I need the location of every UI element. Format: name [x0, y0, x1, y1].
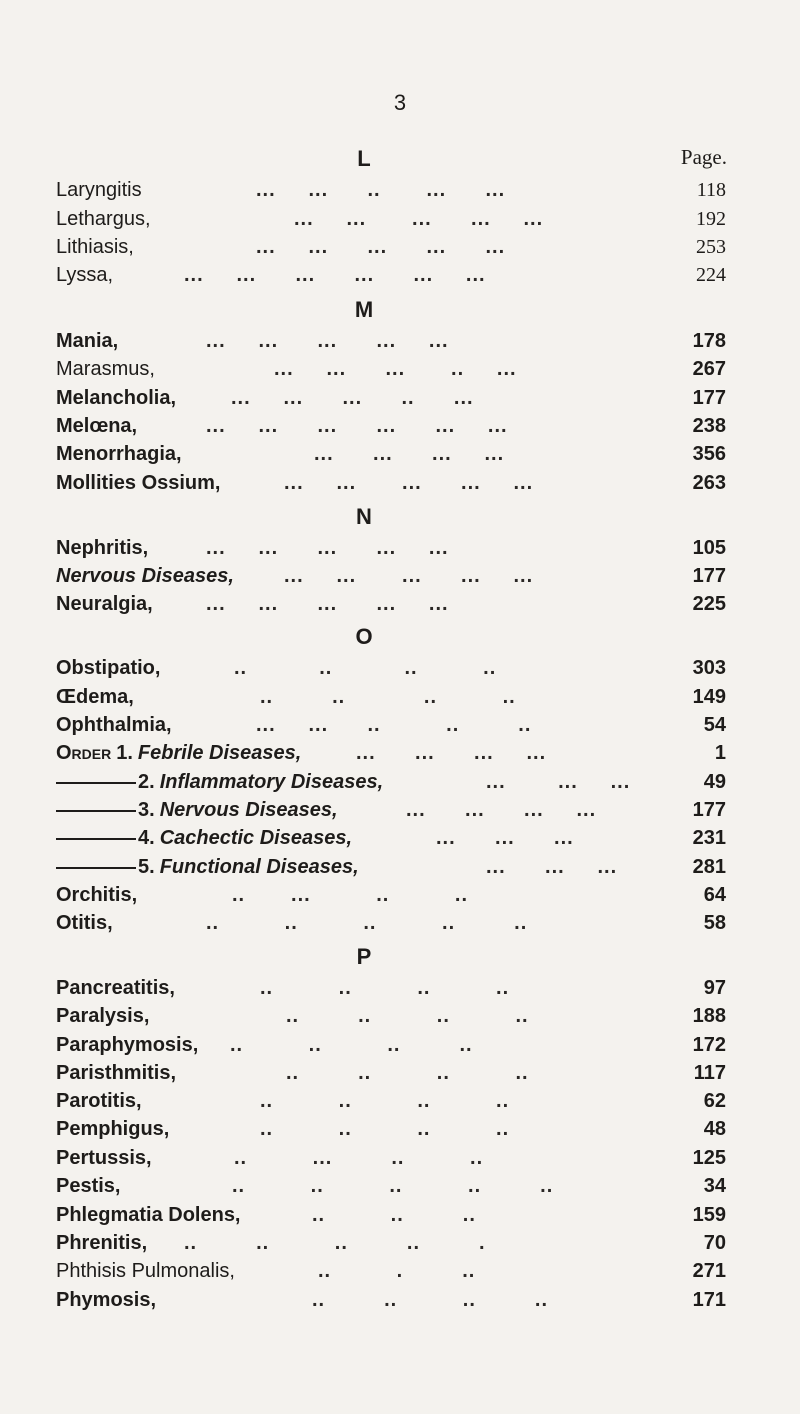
order-entry: [56, 739, 726, 767]
leader-dots: ... ... ... ... ...: [284, 565, 534, 587]
ditto-dash: [56, 838, 136, 840]
leader-dots: .. .. .. ..: [234, 657, 497, 679]
ditto-dash: [56, 867, 136, 869]
entry-name: Laryngitis: [56, 179, 142, 201]
leader-dots: .. .. .. .. .: [184, 1232, 486, 1254]
entry-name: Phlegmatia Dolens,: [56, 1204, 241, 1226]
leader-dots: ... ... ... ... ... ...: [206, 415, 508, 437]
entry-page: 54: [703, 714, 726, 736]
entry-name: Pertussis,: [56, 1147, 152, 1169]
entry-page: 178: [692, 330, 726, 352]
index-entry: [56, 654, 726, 682]
entry-page: 48: [703, 1118, 726, 1140]
index-entry: [56, 683, 726, 711]
entry-name: Nephritis,: [56, 537, 149, 559]
leader-dots: .. . ..: [318, 1260, 476, 1282]
leader-dots: ... ... ... ... ... ...: [184, 264, 486, 286]
entry-page: 253: [696, 236, 726, 258]
entry-name: Melancholia,: [56, 387, 177, 409]
index-entry: [56, 974, 726, 1002]
entry-name: Phthisis Pulmonalis,: [56, 1260, 235, 1282]
leader-dots: ... ... ... ... ...: [294, 208, 544, 230]
entry-page: 1: [714, 742, 726, 764]
index-entry: [56, 1201, 726, 1229]
index-entry: [56, 1144, 726, 1172]
entry-name: [56, 796, 338, 824]
section-heading-p: P: [356, 944, 372, 969]
entry-page: 224: [696, 264, 726, 286]
entry-page: 105: [692, 537, 726, 559]
order-number: 4.: [138, 827, 155, 849]
entry-page: 225: [692, 593, 726, 615]
entry-page: 159: [692, 1204, 726, 1226]
entry-name: Mollities Ossium,: [56, 472, 221, 494]
entry-page: 177: [692, 387, 726, 409]
entry-name: Parotitis,: [56, 1090, 142, 1112]
index-entry: [56, 1059, 726, 1087]
entry-page: 356: [692, 443, 726, 465]
entry-name: Phrenitis,: [56, 1232, 148, 1254]
leader-dots: .. .. .. ..: [286, 1005, 529, 1027]
order-number: 1.: [116, 742, 133, 764]
entry-page: 70: [703, 1232, 726, 1254]
index-entry: [56, 355, 726, 383]
leader-dots: ... ... ... ...: [314, 443, 505, 465]
entry-name: Lethargus,: [56, 208, 151, 230]
entry-name: Menorrhagia,: [56, 443, 182, 465]
entry-name: Pemphigus,: [56, 1118, 170, 1140]
entry-page: 62: [703, 1090, 726, 1112]
order-number: 3.: [138, 799, 155, 821]
index-entry: [56, 1286, 726, 1314]
index-entry: [56, 469, 726, 497]
order-title: Cachectic Diseases,: [159, 827, 353, 849]
entry-page: 281: [692, 856, 726, 878]
entry-name: Lyssa,: [56, 264, 114, 286]
section-heading-l: L: [357, 146, 371, 171]
index-entry: [56, 1115, 726, 1143]
entry-page: 188: [692, 1005, 726, 1027]
order-title: Inflammatory Diseases,: [159, 771, 384, 793]
entry-name: Nervous Diseases,: [56, 565, 234, 587]
order-entry: [56, 796, 726, 824]
leader-dots: ... ... ... ... ...: [206, 330, 449, 352]
order-label: Order: [56, 742, 112, 764]
order-number: 2.: [138, 771, 155, 793]
leader-dots: .. .. .. ..: [260, 1090, 510, 1112]
order-title: Nervous Diseases,: [159, 799, 338, 821]
leader-dots: ... ... ... ... ...: [206, 593, 449, 615]
leader-dots: .. .. .. ..: [260, 686, 516, 708]
entry-page: 192: [696, 208, 726, 230]
leader-dots: ... ... ... ...: [356, 742, 547, 764]
leader-dots: .. ... .. ..: [234, 1147, 484, 1169]
index-entry: [56, 881, 726, 909]
index-entry: [56, 711, 726, 739]
entry-page: 177: [692, 565, 726, 587]
leader-dots: ... ... .. ... ...: [256, 179, 506, 201]
leader-dots: .. .. .. .. ..: [232, 1175, 554, 1197]
entry-page: 49: [703, 771, 726, 793]
entry-name: Paralysis,: [56, 1005, 150, 1027]
entry-name: Otitis,: [56, 912, 113, 934]
order-number: 5.: [138, 856, 155, 878]
entry-page: 267: [692, 358, 726, 380]
entry-page: 177: [692, 799, 726, 821]
index-entry: [56, 1172, 726, 1200]
leader-dots: ... ... ... .. ...: [274, 358, 517, 380]
entry-page: 238: [692, 415, 726, 437]
leader-dots: ... ... ... ... ...: [284, 472, 534, 494]
index-entry: [56, 1257, 726, 1285]
entry-page: 118: [696, 179, 726, 201]
entry-page: 303: [692, 657, 726, 679]
entry-page: 34: [703, 1175, 726, 1197]
page-number: 3: [393, 90, 407, 115]
index-entry: [56, 1087, 726, 1115]
order-title: Febrile Diseases,: [137, 742, 302, 764]
entry-name: Phymosis,: [56, 1289, 157, 1311]
entry-name: Paraphymosis,: [56, 1034, 199, 1056]
entry-page: 58: [703, 912, 726, 934]
entry-name: Paristhmitis,: [56, 1062, 177, 1084]
entry-name: Orchitis,: [56, 884, 138, 906]
entry-name: Obstipatio,: [56, 657, 161, 679]
leader-dots: ... ... ... ... ...: [256, 236, 506, 258]
entry-name: Œdema,: [56, 686, 134, 708]
leader-dots: ... ... ...: [486, 856, 618, 878]
entry-name: Neuralgia,: [56, 593, 153, 615]
entry-page: 149: [692, 686, 726, 708]
order-entry: [56, 824, 726, 852]
entry-name: Pancreatitis,: [56, 977, 175, 999]
entry-name: Marasmus,: [56, 358, 155, 380]
index-entry: [56, 1031, 726, 1059]
entry-name: [56, 824, 352, 852]
ditto-dash: [56, 782, 136, 784]
entry-name: Ophthalmia,: [56, 714, 172, 736]
leader-dots: .. .. .. ..: [312, 1289, 549, 1311]
index-entry: [56, 205, 726, 233]
entry-page: 64: [703, 884, 726, 906]
index-entry: [56, 1002, 726, 1030]
order-title: Functional Diseases,: [159, 856, 359, 878]
index-entry: [56, 261, 726, 289]
entry-page: 125: [692, 1147, 726, 1169]
ditto-dash: [56, 810, 136, 812]
index-entry: [56, 909, 726, 937]
entry-name: [56, 739, 301, 767]
entry-name: Melœna,: [56, 415, 138, 437]
entry-page: 171: [692, 1289, 726, 1311]
index-entry: [56, 534, 726, 562]
leader-dots: ... ... ...: [436, 827, 574, 849]
entry-name: Pestis,: [56, 1175, 121, 1197]
index-entry: [56, 412, 726, 440]
page-column-label: Page.: [680, 145, 727, 169]
leader-dots: ... ... ... ...: [406, 799, 597, 821]
index-entry: [56, 1229, 726, 1257]
index-entry: [56, 233, 726, 261]
index-entry: [56, 327, 726, 355]
index-entry: [56, 176, 726, 204]
order-entry: [56, 853, 726, 881]
entry-name: [56, 768, 383, 796]
entry-page: 172: [692, 1034, 726, 1056]
leader-dots: .. .. .. ..: [260, 1118, 510, 1140]
leader-dots: .. .. .. .. ..: [206, 912, 528, 934]
index-entry: [56, 562, 726, 590]
leader-dots: ... ... ...: [486, 771, 631, 793]
entry-page: 271: [692, 1260, 726, 1282]
entry-name: Mania,: [56, 330, 119, 352]
entry-name: [56, 853, 359, 881]
entry-page: 97: [703, 977, 726, 999]
leader-dots: .. .. .. ..: [230, 1034, 473, 1056]
leader-dots: .. .. .. ..: [286, 1062, 529, 1084]
entry-page: 263: [692, 472, 726, 494]
leader-dots: .. .. .. ..: [260, 977, 510, 999]
index-entry: [56, 440, 726, 468]
order-entry: [56, 768, 726, 796]
entry-page: 117: [693, 1062, 726, 1084]
leader-dots: ... ... ... .. ...: [231, 387, 474, 409]
leader-dots: ... ... ... ... ...: [206, 537, 449, 559]
leader-dots: ... ... .. .. ..: [256, 714, 532, 736]
leader-dots: .. .. ..: [312, 1204, 476, 1226]
section-heading-o: O: [355, 624, 373, 649]
section-heading-n: N: [356, 504, 372, 529]
index-entry: [56, 384, 726, 412]
entry-name: Lithiasis,: [56, 236, 134, 258]
index-entry: [56, 590, 726, 618]
section-heading-m: M: [354, 297, 374, 322]
entry-page: 231: [692, 827, 726, 849]
leader-dots: .. ... .. ..: [232, 884, 469, 906]
